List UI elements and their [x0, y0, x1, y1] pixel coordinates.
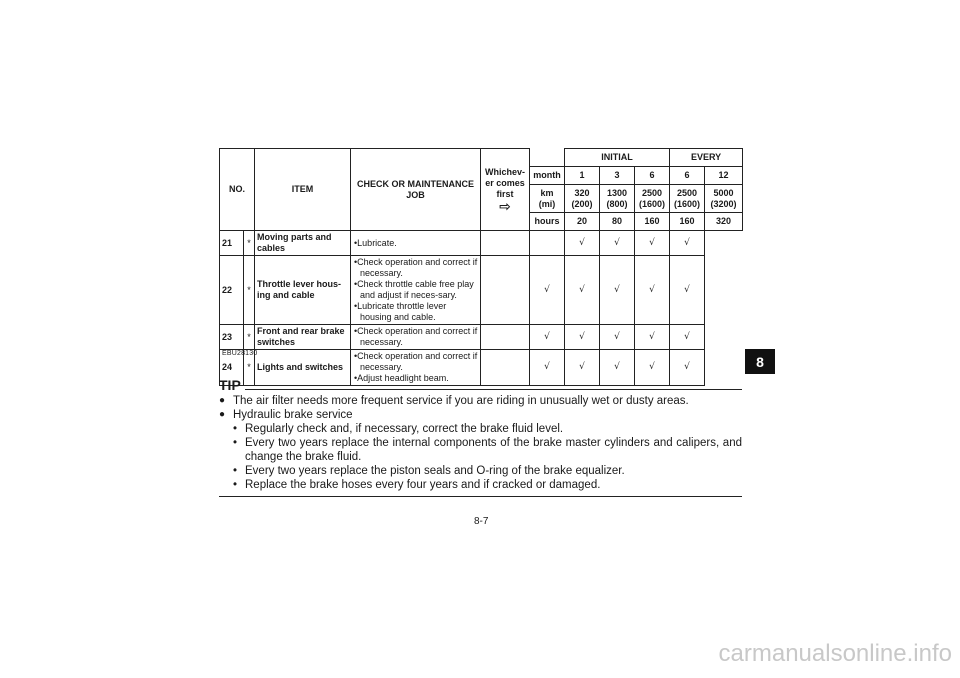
interval-month: 12 — [705, 167, 743, 185]
tip-subitem-text: Every two years replace the piston seals and O-ring of the brake equalizer. — [245, 465, 625, 477]
chapter-tab: 8 — [745, 349, 775, 374]
interval-km: 2500 (1600) — [670, 185, 705, 213]
row-number: 21 — [220, 231, 244, 256]
row-number: 23 — [220, 325, 244, 350]
header-job: CHECK OR MAINTENANCE JOB — [351, 149, 481, 231]
row-mark: * — [244, 350, 255, 386]
km-label: km (mi) — [530, 185, 565, 213]
header-every: EVERY — [670, 149, 743, 167]
row-mark: * — [244, 256, 255, 325]
interval-month: 1 — [565, 167, 600, 185]
tip-subitem — [219, 436, 742, 464]
row-item: Throttle lever hous-ing and cable — [255, 256, 351, 325]
whichever-text: Whichev-er comes first — [485, 166, 526, 199]
section-code: EBU28130 — [222, 350, 258, 357]
check-mark: √ — [635, 350, 670, 386]
interval-hours: 160 — [670, 213, 705, 231]
arrow-right-icon: ⇨ — [499, 198, 511, 215]
tip-bottom-divider — [219, 496, 742, 497]
job-line: • Lubricate throttle lever housing and cable. — [353, 301, 478, 323]
interval-km: 320 (200) — [565, 185, 600, 213]
row-blank — [481, 256, 530, 325]
check-mark: √ — [670, 350, 705, 386]
row-mark: * — [244, 231, 255, 256]
row-jobs — [351, 325, 481, 350]
header-initial: INITIAL — [565, 149, 670, 167]
interval-hours: 80 — [600, 213, 635, 231]
interval-km: 1300 (800) — [600, 185, 635, 213]
header-item: ITEM — [255, 149, 351, 231]
tip-subitem-text: Every two years replace the internal components of the brake master cylinders and calipers, and change the brake fluid. — [245, 437, 742, 463]
check-mark: √ — [670, 325, 705, 350]
header-blank — [530, 149, 565, 167]
interval-hours: 20 — [565, 213, 600, 231]
check-mark: √ — [600, 231, 635, 256]
tip-title: TIP — [219, 377, 241, 393]
check-mark: √ — [565, 231, 600, 256]
sub-bullet-icon: • — [233, 479, 238, 491]
tip-box — [219, 378, 742, 497]
bullet-icon: ● — [219, 395, 226, 406]
header-whichever — [481, 149, 530, 231]
check-mark: √ — [565, 256, 600, 325]
interval-hours: 160 — [635, 213, 670, 231]
header-no: NO. — [220, 149, 255, 231]
row-item: Moving parts and cables — [255, 231, 351, 256]
tip-item — [219, 394, 742, 408]
tip-item-text: Hydraulic brake service — [233, 409, 353, 421]
check-mark: √ — [635, 231, 670, 256]
check-mark — [530, 231, 565, 256]
tip-item — [219, 408, 742, 422]
maintenance-table-wrapper — [219, 148, 742, 386]
check-mark: √ — [600, 350, 635, 386]
check-mark: √ — [600, 325, 635, 350]
tip-divider — [245, 389, 742, 390]
tip-item-text: The air filter needs more frequent service if you are riding in unusually wet or dusty areas. — [233, 395, 689, 407]
job-line: • Lubricate. — [353, 238, 478, 249]
row-item: Lights and switches — [255, 350, 351, 386]
interval-month: 6 — [670, 167, 705, 185]
row-number: 22 — [220, 256, 244, 325]
tip-subitem-text: Regularly check and, if necessary, correct the brake fluid level. — [245, 423, 564, 435]
check-mark: √ — [600, 256, 635, 325]
row-item: Front and rear brake switches — [255, 325, 351, 350]
page-number: 8-7 — [474, 516, 489, 527]
job-line: • Check throttle cable free play and adjust if neces-sary. — [353, 279, 478, 301]
job-line: • Check operation and correct if necessary. — [353, 257, 478, 279]
row-mark: * — [244, 325, 255, 350]
tip-subitem — [219, 422, 742, 436]
check-mark: √ — [530, 256, 565, 325]
check-mark: √ — [635, 325, 670, 350]
hours-label: hours — [530, 213, 565, 231]
tip-subitem — [219, 478, 742, 492]
month-label: month — [530, 167, 565, 185]
bullet-icon: ● — [219, 409, 226, 420]
table-row — [220, 325, 743, 350]
check-mark: √ — [635, 256, 670, 325]
tip-subitem — [219, 464, 742, 478]
check-mark: √ — [565, 325, 600, 350]
row-jobs — [351, 231, 481, 256]
tip-header — [219, 378, 742, 392]
interval-km: 5000 (3200) — [705, 185, 743, 213]
tip-body — [219, 394, 742, 492]
check-mark: √ — [670, 231, 705, 256]
watermark-logo: carmanualsonline.info — [718, 640, 952, 667]
check-mark: √ — [565, 350, 600, 386]
table-row — [220, 256, 743, 325]
row-blank — [481, 325, 530, 350]
interval-km: 2500 (1600) — [635, 185, 670, 213]
job-line: • Adjust headlight beam. — [353, 373, 478, 384]
sub-bullet-icon: • — [233, 465, 238, 477]
job-line: • Check operation and correct if necessary. — [353, 326, 478, 348]
interval-month: 3 — [600, 167, 635, 185]
maintenance-table — [219, 148, 743, 386]
sub-bullet-icon: • — [233, 437, 238, 449]
row-number: 24 — [220, 350, 244, 386]
tip-subitem-text: Replace the brake hoses every four years and if cracked or damaged. — [245, 479, 601, 491]
check-mark: √ — [530, 325, 565, 350]
job-line: • Check operation and correct if necessary. — [353, 351, 478, 373]
sub-bullet-icon: • — [233, 423, 238, 435]
interval-month: 6 — [635, 167, 670, 185]
check-mark: √ — [530, 350, 565, 386]
check-mark: √ — [670, 256, 705, 325]
row-blank — [481, 231, 530, 256]
table-row — [220, 231, 743, 256]
interval-hours: 320 — [705, 213, 743, 231]
row-jobs — [351, 256, 481, 325]
